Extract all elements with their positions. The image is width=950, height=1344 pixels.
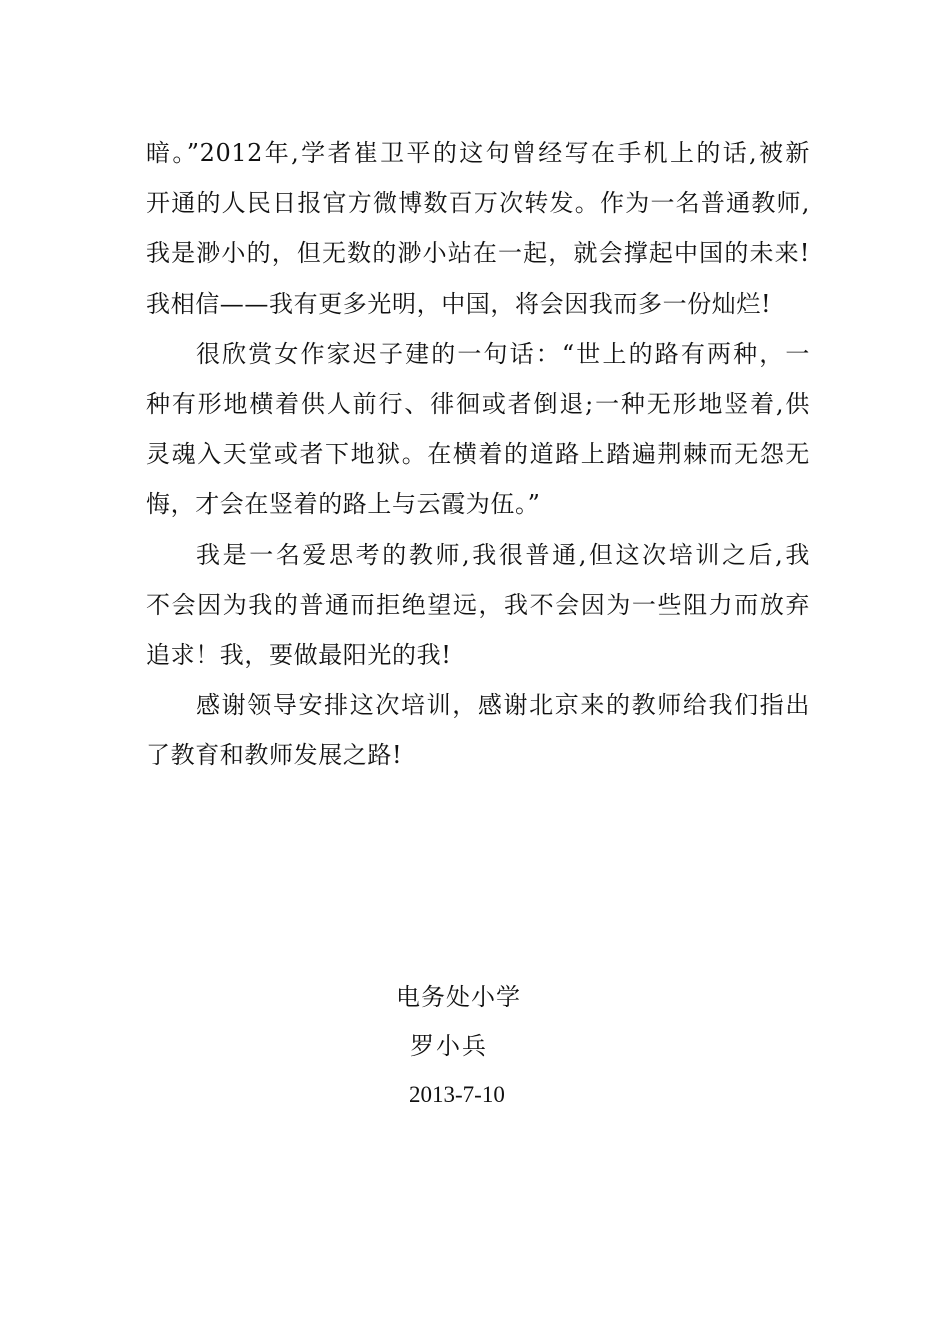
text-line: 开通的人民日报官方微博数百万次转发。作为一名普通教师,: [146, 189, 810, 218]
text-line: 不会因为我的普通而拒绝望远，我不会因为一些阻力而放弃: [146, 590, 810, 619]
text-line: 了教育和教师发展之路!: [146, 741, 403, 770]
text-line: 种有形地横着供人前行、徘徊或者倒退;一种无形地竖着,供: [146, 389, 810, 418]
text-line: 我是一名爱思考的教师,我很普通,但这次培训之后,我: [196, 540, 810, 569]
signature-date: 2013-7-10: [409, 1082, 505, 1107]
signature-school: 电务处小学: [396, 983, 521, 1011]
text-line: 暗。”2012年,学者崔卫平的这句曾经写在手机上的话,被新: [146, 139, 810, 167]
body-text: [146, 128, 810, 780]
paragraph-3: [146, 530, 810, 681]
text-line: 很欣赏女作家迟子建的一句话：“世上的路有两种，一: [196, 339, 810, 368]
text-line: 灵魂入天堂或者下地狱。在横着的道路上踏遍荆棘而无怨无: [146, 440, 810, 469]
signature-name: 罗小兵: [410, 1032, 488, 1060]
text-line: 感谢领导安排这次培训，感谢北京来的教师给我们指出: [196, 691, 810, 720]
text-line: 悔，才会在竖着的路上与云霞为伍。”: [146, 490, 541, 519]
paragraph-1: [146, 128, 810, 329]
text-line: 追求！我，要做最阳光的我!: [146, 640, 452, 669]
text-line: 我是渺小的，但无数的渺小站在一起，就会撑起中国的未来!: [146, 239, 810, 268]
paragraph-2: [146, 329, 810, 530]
paragraph-4: [146, 680, 810, 780]
text-line: 我相信——我有更多光明，中国，将会因我而多一份灿烂!: [146, 289, 772, 318]
